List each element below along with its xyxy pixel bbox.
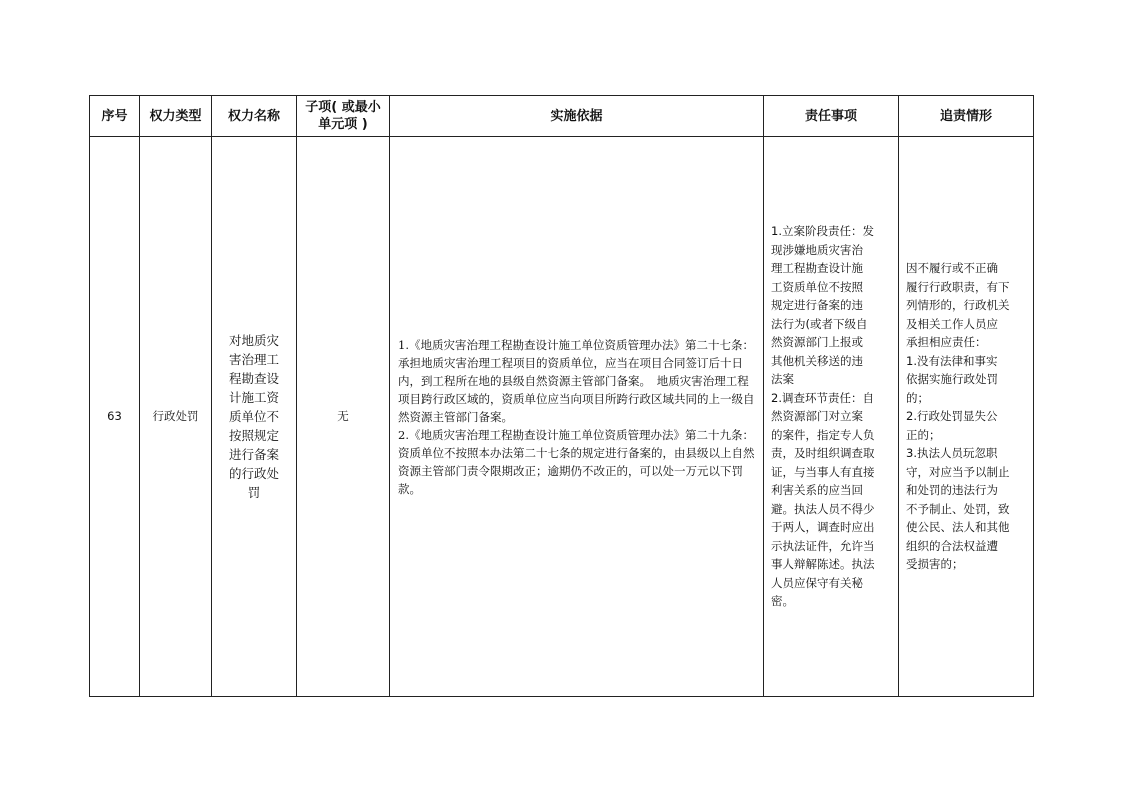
cell-power-name-text: 对地质灾 害治理工 程勘查设 计施工资 质单位不 按照规定 进行备案 的行政处 罚 — [228, 333, 279, 500]
table-header-row — [90, 96, 1034, 137]
cell-power-type: 行政处罚 — [140, 137, 212, 697]
cell-responsibility — [764, 137, 899, 697]
header-power-name: 权力名称 — [212, 96, 297, 137]
cell-basis — [390, 137, 764, 697]
header-accountability: 追责情形 — [899, 96, 1034, 137]
cell-accountability-text: 因不履行或不正确 履行行政职责，有下 列情形的，行政机关 及相关工作人员应 承担相应责任： 1.没有法律和事实 依据实施行政处罚 的； 2.行政处罚显失公 正的； 3.执法人员玩忽职 守，对应当予以制止 和处罚的违法行为 不予制止、处罚，致 使公民、法人和其他 组织的合法权益遭 受损害的； — [906, 261, 1010, 572]
header-seq: 序号 — [90, 96, 140, 137]
header-basis: 实施依据 — [390, 96, 764, 137]
cell-sub-item: 无 — [297, 137, 390, 697]
header-responsibility: 责任事项 — [764, 96, 899, 137]
header-sub-item — [297, 96, 390, 137]
cell-seq: 63 — [90, 137, 140, 697]
header-sub-item-text: 子项( 或最小 单元项 ) — [305, 100, 381, 132]
cell-power-name — [212, 137, 297, 697]
power-list-table — [89, 95, 1034, 697]
cell-accountability — [899, 137, 1034, 697]
cell-basis-text: 1.《地质灾害治理工程勘查设计施工单位资质管理办法》第二十七条：承担地质灾害治理工程项目的资质单位，应当在项目合同签订后十日内，到工程所在地的县级自然资源主管部门备案。 地质灾害治理工程项目跨行政区域的，资质单位应当向项目所跨行政区域共同的上一级自然资源主管部门备案。 2.《地质灾害治理工程勘查设计施工单位资质管理办法》第二十九条：资质单位不按照本办法第二十七条的规定进行备案的，由县级以上自然资源主管部门责令限期改正；逾期仍不改正的，可以处一万元以下罚款。 — [398, 337, 755, 496]
cell-responsibility-text: 1.立案阶段责任：发 现涉嫌地质灾害治 理工程勘查设计施 工资质单位不按照 规定进行备案的违 法行为(或者下级自 然资源部门上报或 其他机关移送的违 法案 2.调查环节责任：自 然资源部门对立案 的案件，指定专人负 责，及时组织调查取 证，与当事人有直接 利害关系的应当回 避。执法人员不得少 于两人，调查时应出 示执法证件，允许当 事人辩解陈述。执法 人员应保守有关秘 密。 — [771, 224, 875, 609]
table-row — [90, 137, 1034, 697]
header-power-type: 权力类型 — [140, 96, 212, 137]
